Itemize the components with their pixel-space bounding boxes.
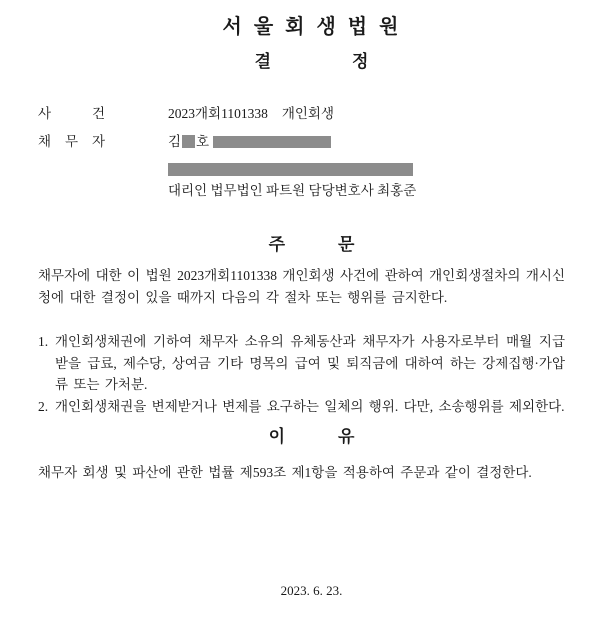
redacted-address-row [38, 163, 565, 177]
case-type: 개인회생 [281, 106, 335, 121]
decision-date: 2023. 6. 23. [280, 582, 343, 598]
order-item-text: 개인회생채권에 기하여 채무자 소유의 유체동산과 채무자가 사용자로부터 매월 지급받을 급료, 제수당, 상여금 기타 명목의 급여 및 퇴직금에 대하여 하는 강제집행·가압류 또는 가처분. [55, 334, 565, 392]
reason-header-char-2: 유 [338, 427, 355, 446]
case-number: 2023개회1101338 [168, 106, 268, 121]
redaction-box-name-char [182, 135, 195, 148]
court-name-title: 서울회생법원 [222, 16, 411, 38]
redaction-bar-wide [168, 163, 413, 176]
debtor-name-suffix: 호 [196, 134, 210, 149]
case-number-value [168, 107, 334, 121]
debtor-row [38, 135, 565, 149]
order-item [38, 396, 565, 418]
order-item-text: 개인회생채권을 변제받거나 변제를 요구하는 일체의 행위. 다만, 소송행위를 제외한다. [55, 398, 565, 414]
order-item-number: 1. [38, 334, 49, 349]
decision-title-char-1: 결 [254, 52, 271, 71]
reason-section-header [48, 428, 575, 445]
order-header-char-2: 문 [338, 235, 355, 254]
order-item-number: 2. [38, 398, 49, 414]
case-label: 사 건 [38, 106, 105, 121]
case-info-block [38, 107, 565, 198]
decision-title [48, 53, 575, 71]
debtor-name-prefix: 김 [168, 134, 182, 149]
attorney-line: 대리인 법무법인 파트원 담당변호사 최홍준 [168, 183, 417, 198]
debtor-name-value [168, 135, 331, 149]
debtor-label: 채 무 자 [38, 134, 105, 149]
redaction-bar-short [213, 136, 331, 148]
decision-title-char-2: 정 [352, 52, 369, 71]
order-items-list [38, 331, 565, 417]
order-item [38, 331, 565, 396]
attorney-row [38, 184, 565, 198]
reason-header-char-1: 이 [268, 427, 285, 446]
order-section-header [48, 236, 575, 253]
case-number-row [38, 107, 565, 121]
reason-paragraph: 채무자 회생 및 파산에 관한 법률 제593조 제1항을 적용하여 주문과 같이 결정한다. [38, 465, 532, 480]
order-header-char-1: 주 [268, 235, 285, 254]
order-paragraph: 채무자에 대한 이 법원 2023개회1101338 개인회생 사건에 관하여 개인회생절차의 개시신청에 대한 결정이 있을 때까지 다음의 각 절차 또는 행위를 금지한다. [38, 268, 565, 305]
